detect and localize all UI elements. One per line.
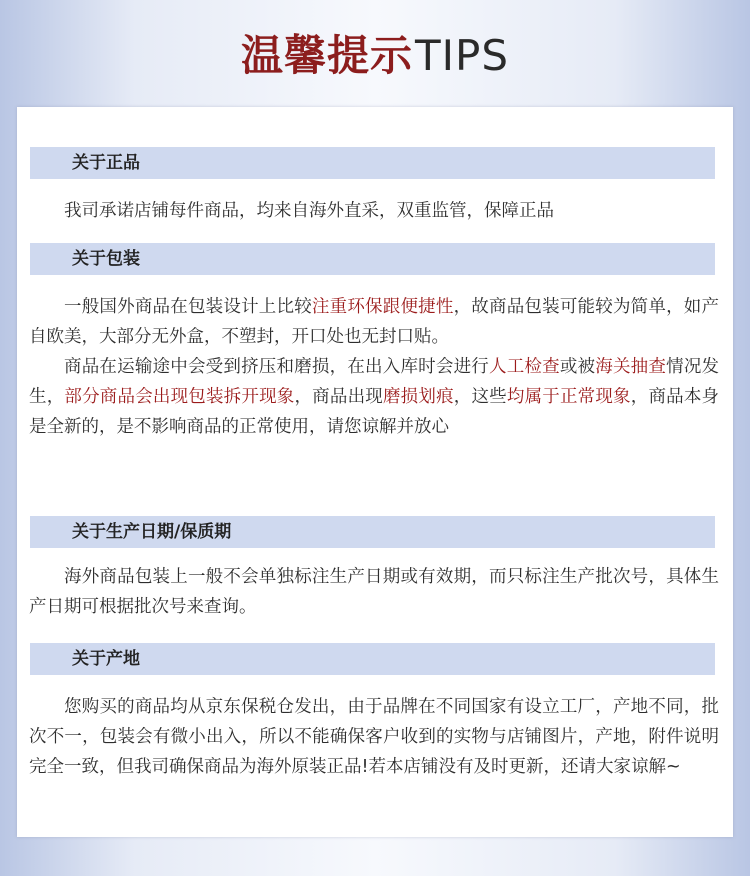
- body-text: 您购买的商品均从京东保税仓发出，由于品牌在不同国家有设立工厂，产地不同，批次不一，包装会有微小出入，所以不能确保客户收到的实物与店铺图片，产地，附件说明完全一致，但我司确保商品为海外原装正品!若本店铺没有及时更新，还请大家谅解~: [29, 697, 719, 777]
- title-english: TIPS: [414, 31, 510, 80]
- section-body-origin: [29, 692, 719, 782]
- body-text: 商品在运输途中会受到挤压和磨损，在出入库时会进行: [64, 357, 489, 377]
- highlighted-text: 注重环保跟便捷性: [311, 297, 454, 317]
- highlighted-text: 人工检查: [489, 357, 560, 377]
- title-chinese: 温馨提示: [240, 31, 413, 80]
- highlighted-text: 均属于正常现象: [506, 387, 631, 407]
- body-text: 海外商品包装上一般不会单独标注生产日期或有效期，而只标注生产批次号，具体生产日期可根据批次号来查询。: [29, 567, 719, 617]
- section-heading-origin: 关于产地: [30, 643, 715, 675]
- section-heading-packaging: 关于包装: [30, 243, 715, 275]
- highlighted-text: 磨损划痕: [382, 387, 454, 407]
- paragraph: [29, 292, 719, 352]
- page-title: [0, 26, 750, 86]
- tips-card: [17, 107, 733, 837]
- body-text: ，商品本身是全新的，是不影响商品的正常使用，请您谅解并放心: [29, 387, 720, 437]
- body-text: ，故商品包装可能较为简单，如产自欧美，大部分无外盒，不塑封，开口处也无封口贴。: [29, 297, 720, 347]
- body-text: ，这些: [453, 387, 507, 407]
- paragraph: [29, 692, 719, 782]
- body-text: 情况发生，: [29, 357, 720, 407]
- section-heading-authenticity: 关于正品: [30, 147, 715, 179]
- highlighted-text: 部分商品会出现包装拆开现象: [64, 387, 295, 407]
- section-heading-production-date: 关于生产日期/保质期: [30, 516, 715, 548]
- body-text: 或被: [559, 357, 596, 377]
- paragraph: [29, 352, 719, 442]
- body-text: ，商品出现: [294, 387, 383, 407]
- paragraph: [29, 196, 719, 226]
- paragraph: [29, 562, 719, 622]
- highlighted-text: 海关抽查: [595, 357, 667, 377]
- body-text: 我司承诺店铺每件商品，均来自海外直采，双重监管，保障正品: [64, 201, 554, 221]
- section-body-packaging: [29, 292, 719, 442]
- section-body-authenticity: [29, 196, 719, 226]
- section-body-production-date: [29, 562, 719, 622]
- body-text: 一般国外商品在包装设计上比较: [64, 297, 312, 317]
